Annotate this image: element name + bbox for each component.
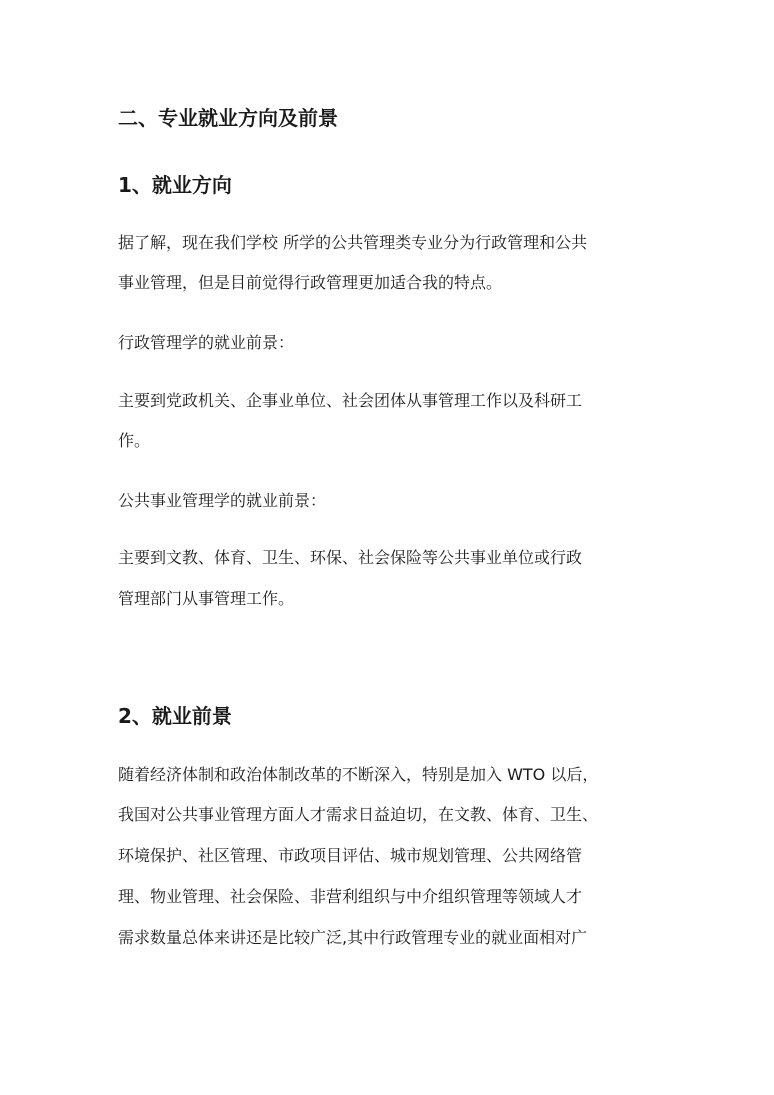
paragraph-line: 环境保护、社区管理、市政项目评估、城市规划管理、公共网络管	[118, 846, 583, 865]
paragraph-line: 主要到文教、体育、卫生、环保、社会保险等公共事业单位或行政	[118, 548, 583, 567]
label-public-prospects: 公共事业管理学的就业前景：	[118, 491, 327, 510]
paragraph-line: 需求数量总体来讲还是比较广泛,其中行政管理专业的就业面相对广	[118, 928, 588, 947]
paragraph-line: 管理部门从事管理工作。	[118, 589, 295, 608]
paragraph-line: 据了解，现在我们学校 所学的公共管理类专业分为行政管理和公共	[118, 233, 588, 252]
paragraph-line: 事业管理，但是目前觉得行政管理更加适合我的特点。	[118, 273, 503, 292]
paragraph-line: 主要到党政机关、企事业单位、社会团体从事管理工作以及科研工	[118, 391, 583, 410]
paragraph-line: 随着经济体制和政治体制改革的不断深入，特别是加入 WTO 以后，	[118, 765, 599, 784]
paragraph-line: 作。	[118, 431, 151, 450]
paragraph-line: 理、物业管理、社会保险、非营利组织与中介组织管理等领域人才	[118, 887, 583, 906]
paragraph-line: 我国对公共事业管理方面人才需求日益迫切，在文教、体育、卫生、	[118, 805, 599, 824]
section-title: 二、专业就业方向及前景	[118, 106, 338, 130]
subsection-title-employment-direction: 1、就业方向	[118, 173, 232, 197]
subsection-title-employment-prospects: 2、就业前景	[118, 704, 232, 728]
label-admin-prospects: 行政管理学的就业前景：	[118, 333, 295, 352]
